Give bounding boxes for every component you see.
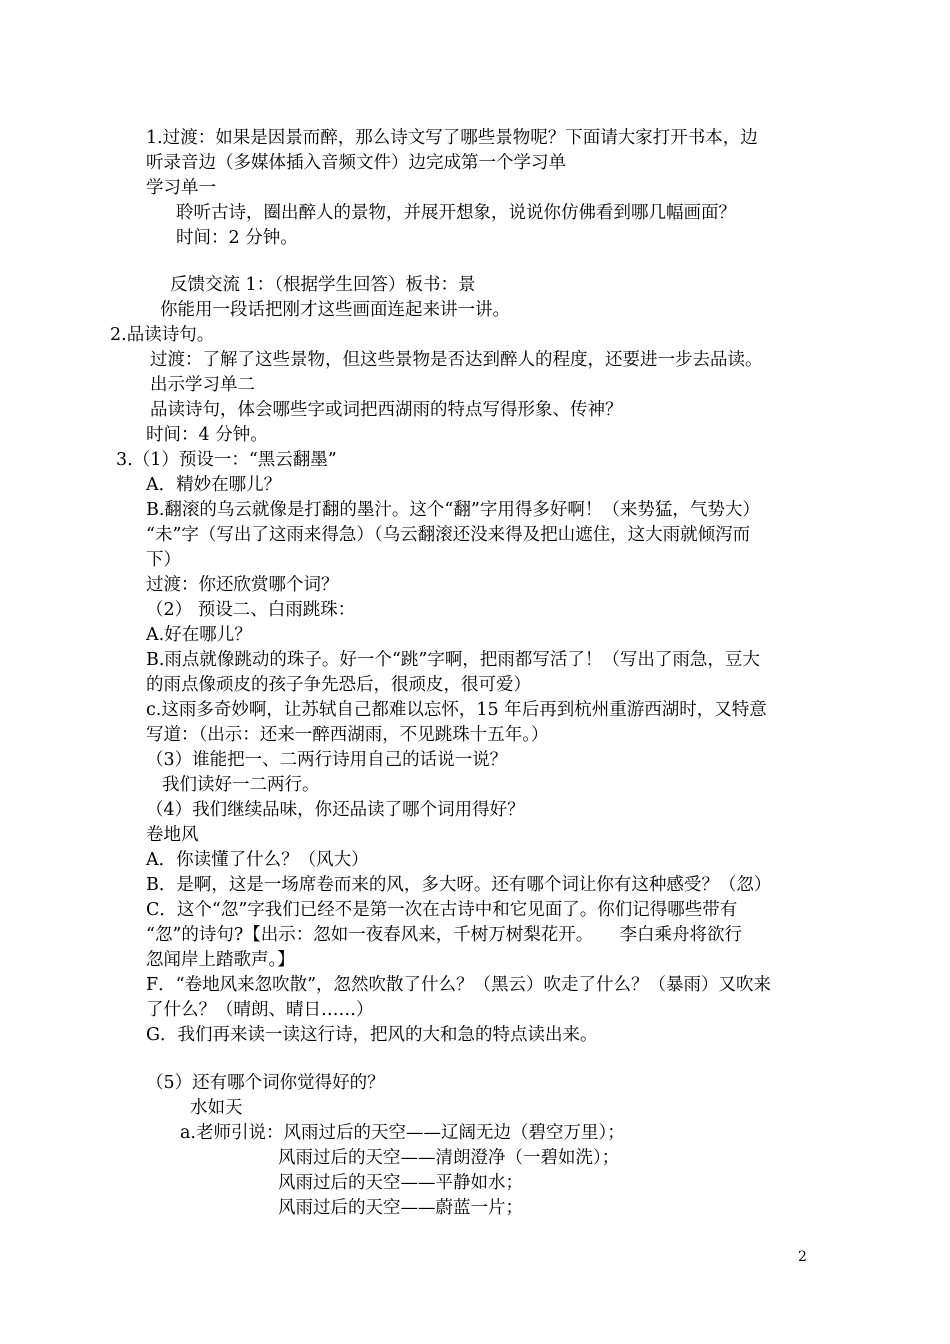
line-24: 写道：（出示：还来一醉西湖雨，不见跳珠十五年。） bbox=[146, 725, 549, 745]
line-4: 聆听古诗，圈出醉人的景物，并展开想象，说说你仿佛看到哪几幅画面？ bbox=[176, 203, 736, 223]
line-9: 过渡：了解了这些景物，但这些景物是否达到醉人的程度，还要进一步去品读。 bbox=[150, 350, 763, 370]
line-15: B.翻滚的乌云就像是打翻的墨汁。这个“翻”字用得多好啊！（来势猛，气势大） bbox=[146, 500, 760, 520]
line-12: 时间：4 分钟。 bbox=[146, 425, 268, 445]
line-42: 风雨过后的天空——蔚蓝一片； bbox=[278, 1198, 523, 1218]
line-36: G．我们再来读一读这行诗，把风的大和急的特点读出来。 bbox=[146, 1025, 598, 1045]
line-37: （5）还有哪个词你觉得好的？ bbox=[146, 1073, 385, 1093]
line-17: 下） bbox=[146, 550, 181, 570]
line-3: 学习单一 bbox=[146, 178, 216, 198]
line-14: A．精妙在哪儿？ bbox=[146, 475, 282, 495]
line-23: c.这雨多奇妙啊，让苏轼自己都难以忘怀，15 年后再到杭州重游西湖时，又特意 bbox=[146, 700, 767, 720]
line-28: 卷地风 bbox=[146, 825, 199, 845]
line-32: “忽”的诗句?【出示：忽如一夜春风来，千树万树梨花开。 李白乘舟将欲行 bbox=[146, 925, 743, 945]
line-31: C．这个“忽”字我们已经不是第一次在古诗中和它见面了。你们记得哪些带有 bbox=[146, 900, 738, 920]
line-25: （3）谁能把一、二两行诗用自己的话说一说？ bbox=[146, 750, 508, 770]
line-22: 的雨点像顽皮的孩子争先恐后，很顽皮，很可爱） bbox=[146, 675, 531, 695]
line-6: 反馈交流 1：（根据学生回答）板书：景 bbox=[170, 275, 476, 295]
line-1: 1.过渡：如果是因景而醉，那么诗文写了哪些景物呢？下面请大家打开书本，边 bbox=[146, 128, 758, 148]
line-11: 品读诗句，体会哪些字或词把西湖雨的特点写得形象、传神？ bbox=[150, 400, 623, 420]
line-10: 出示学习单二 bbox=[150, 375, 255, 395]
line-33: 忽闻岸上踏歌声。】 bbox=[146, 950, 295, 970]
line-27: （4）我们继续品味，你还品读了哪个词用得好？ bbox=[146, 800, 525, 820]
line-8: 2.品读诗句。 bbox=[110, 325, 215, 345]
line-19: （2） 预设二、白雨跳珠： bbox=[146, 600, 356, 620]
line-40: 风雨过后的天空——清朗澄净（一碧如洗）； bbox=[278, 1148, 620, 1168]
line-26: 我们读好一二两行。 bbox=[162, 775, 320, 795]
line-13: 3.（1）预设一：“黑云翻墨” bbox=[116, 450, 337, 470]
line-34: F．“卷地风来忽吹散”，忽然吹散了什么？（黑云）吹走了什么？（暴雨）又吹来 bbox=[146, 975, 772, 995]
line-16: “未”字（写出了这雨来得急）（乌云翻滚还没来得及把山遮住，这大雨就倾泻而 bbox=[146, 525, 751, 545]
line-38: 水如天 bbox=[190, 1098, 243, 1118]
line-18: 过渡：你还欣赏哪个词？ bbox=[146, 575, 339, 595]
line-7: 你能用一段话把刚才这些画面连起来讲一讲。 bbox=[160, 300, 510, 320]
page-number: 2 bbox=[798, 1249, 807, 1265]
line-39: a.老师引说：风雨过后的天空——辽阔无边（碧空万里）； bbox=[180, 1123, 625, 1143]
line-30: B．是啊，这是一场席卷而来的风，多大呀。还有哪个词让你有这种感受？（忽） bbox=[146, 875, 772, 895]
line-29: A．你读懂了什么？（风大） bbox=[146, 850, 369, 870]
line-2: 听录音边（多媒体插入音频文件）边完成第一个学习单 bbox=[146, 153, 566, 173]
line-41: 风雨过后的天空——平静如水； bbox=[278, 1173, 523, 1193]
line-20: A.好在哪儿？ bbox=[146, 625, 252, 645]
line-5: 时间：2 分钟。 bbox=[176, 228, 298, 248]
line-21: B.雨点就像跳动的珠子。好一个“跳”字啊，把雨都写活了！（写出了雨急，豆大 bbox=[146, 650, 760, 670]
line-35: 了什么？（晴朗、晴日……） bbox=[146, 1000, 374, 1020]
